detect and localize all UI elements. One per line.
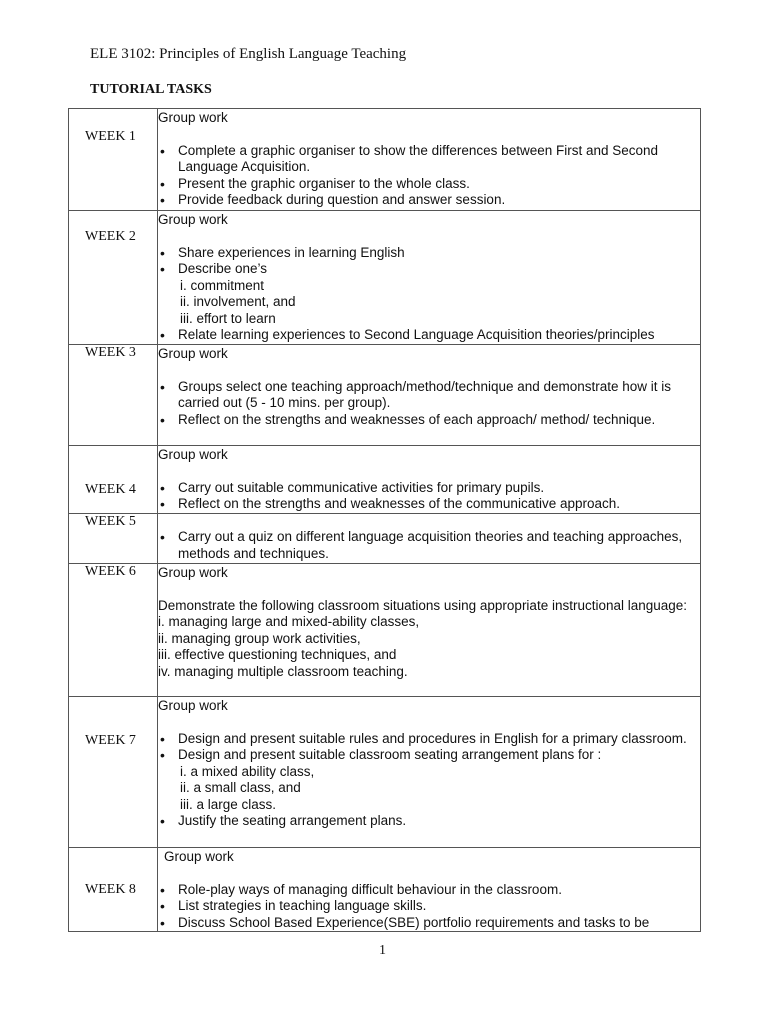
table-row [69,446,701,514]
list-item-text: Describe one’s [178,261,268,276]
list-item: • Carry out a quiz on different language acquisition theories and teaching approaches, methods and techniques. [178,529,700,562]
week-label: WEEK 5 [85,514,136,529]
week-tasks [158,697,701,848]
week-tasks [158,564,701,697]
week-tasks [158,446,701,514]
list-item-text: Design and present suitable classroom seating arrangement plans for : [178,747,602,762]
week-label: WEEK 6 [85,564,136,579]
table-row [69,211,701,345]
week-label: WEEK 4 [85,482,136,497]
list-item: • Reflect on the strengths and weaknesses of each approach/ method/ technique. [178,412,700,429]
week-cell [69,109,158,211]
week-tasks [158,848,701,932]
week-tasks [158,109,701,211]
week-cell [69,697,158,848]
tutorial-tasks-table [68,108,701,932]
week-label: WEEK 2 [85,229,136,244]
list-item: i. managing large and mixed-ability classes, [158,614,420,629]
list-item: iv. managing multiple classroom teaching. [158,663,408,679]
table-row [69,514,701,564]
week-cell [69,514,158,564]
list-item [178,747,700,813]
instruction-text: Demonstrate the following classroom situations using appropriate instructional language: [158,597,688,613]
group-work-label: Group work [158,447,228,462]
table-row [69,848,701,932]
list-item: • Justify the seating arrangement plans. [178,813,700,830]
list-item: • Relate learning experiences to Second Language Acquisition theories/principles [178,327,700,344]
group-work-label: Group work [158,698,228,713]
group-work-label: Group work [164,849,234,864]
table-row [69,564,701,697]
week-cell [69,345,158,446]
group-work-label: Group work [158,110,228,125]
list-item: • Groups select one teaching approach/method/technique and demonstrate how it is carried out (5 - 10 mins. per group). [178,379,700,412]
document-title: ELE 3102: Principles of English Language Teaching [90,46,407,62]
list-item: • Role-play ways of managing difficult behaviour in the classroom. [178,882,700,899]
week-label: WEEK 3 [85,345,136,360]
week-tasks [158,514,701,564]
group-work-label: Group work [158,565,228,580]
list-item: • Present the graphic organiser to the whole class. [178,176,700,193]
week-cell [69,446,158,514]
group-work-label: Group work [158,212,228,227]
list-item: • Complete a graphic organiser to show the differences between First and Second Language Acquisition. [178,143,700,176]
list-item: • Carry out suitable communicative activities for primary pupils. [178,480,700,497]
sub-item: iii. a large class. [180,796,277,812]
list-item: • Reflect on the strengths and weaknesses of the communicative approach. [178,496,700,513]
list-item: • Discuss School Based Experience(SBE) portfolio requirements and tasks to be [178,915,700,932]
sub-item: i. a mixed ability class, [180,763,315,779]
list-item [178,261,700,327]
list-item: ii. managing group work activities, [158,630,361,646]
week-cell [69,564,158,697]
sub-item: iii. effort to learn [180,310,276,326]
group-work-label: Group work [158,346,228,361]
week-label: WEEK 7 [85,733,136,748]
sub-item: ii. involvement, and [180,294,296,309]
table-row [69,697,701,848]
week-tasks [158,211,701,345]
week-tasks [158,345,701,446]
page-number: 1 [379,943,386,958]
week-label: WEEK 1 [85,129,136,144]
list-item: • Share experiences in learning English [178,245,700,262]
table-row [69,109,701,211]
section-title: TUTORIAL TASKS [90,82,212,97]
list-item: iii. effective questioning techniques, and [158,647,397,662]
list-item: • List strategies in teaching language skills. [178,898,700,915]
list-item: • Design and present suitable rules and procedures in English for a primary classroom. [178,731,700,748]
list-item: • Provide feedback during question and answer session. [178,192,700,209]
table-row [69,345,701,446]
week-cell [69,211,158,345]
sub-item: i. commitment [180,277,265,293]
sub-item: ii. a small class, and [180,780,301,795]
week-label: WEEK 8 [85,882,136,897]
week-cell [69,848,158,932]
